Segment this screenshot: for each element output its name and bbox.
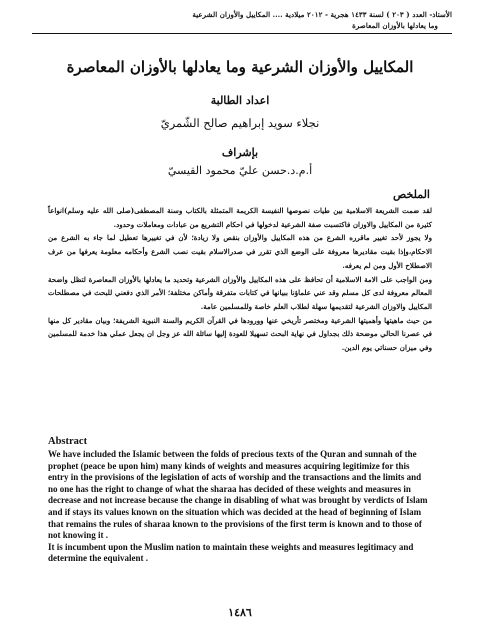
paper-title: المكاييل والأوزان الشرعية وما يعادلها بالأوزان المعاصرة (66, 58, 414, 76)
arabic-paragraph: ومن الواجب على الامة الاسلامية أن تحافظ على هذه المكاييل والأوزان الشرعية وتحديد ما يعادلها بالأوزان المعاصرة لتظل واضحة المعالم معروفة لدى كل مسلم وقد عني علماؤنا ببيانها في كتابات متفرقة وأماكن مختلفة؛ الأمر الذي دفعني للبحث في مصطلحات المكاييل والاوزان الشرعية لتقديمها سهلة لطلاب العلم خاصة وللمسلمين عامة. (48, 274, 432, 311)
arabic-paragraph: من حيث ماهيتها وأهميتها الشرعية ومختصر تأريخي عنها وورودها في القرآن الكريم والسنة النبوية الشريفة؛ وبيان مقادير كل منها في عصرنا الحالي موضحة ذلك بجداول في نهاية البحث تسهيلا للعودة إليها سائلة الله عز وجل ان يجعل عملي هذا خدمة للمسلمين وفي ميزان حسناتي يوم الدين. (48, 315, 432, 353)
arabic-paragraph: لقد ضمت الشريعة الاسلامية بين طيات نصوصها النفيسة الكريمة المتمثلة بالكتاب وسنة المصطفى(صلى الله عليه وسلم)انواعاً كثيرة من المكاييل والاوزان فاكتسبت صفة الشرعية لدخولها في احكام التشريع من عبادات ومعاملات وحدود. (48, 206, 432, 229)
header-title-continuation: وما يعادلها بالأوزان المعاصرة (352, 21, 438, 30)
arabic-paragraph: ولا يجوز لأحد تغيير ماقرره الشرع من هذه المكاييل والأوزان بنقص ولا زيادة؛ لأن في تغييرها تعطيل لما جاء به الشرع من الاحكام،وإذا بقيت مقاديرها معروفة على الوضع الذي تقرر في صدرالاسلام بقيت نصب الشرع وأحكامه معلومة يعرفها من عرف الاصطلاح الأول ومن لم يعرفه. (48, 233, 432, 270)
supervision-label: بإشراف (221, 146, 259, 159)
page-number: ١٤٨٦ (228, 606, 252, 619)
arabic-abstract-heading: الملخص (393, 188, 430, 201)
supervisor-name: أ.م.د.حسن عليّ محمود القيسيّ (167, 164, 313, 177)
header-journal-line: الأستاذ- العدد ( ٢٠٣ ) لسنة ١٤٣٣ هجرية - ٢٠١٢ ميلادية .... المكاييل والأوزان الشرعية (192, 10, 452, 19)
author-name: نجلاء سويد إبراهيم صالح الشّمريّ (160, 116, 320, 130)
arabic-abstract-body (48, 204, 432, 355)
english-abstract-body (48, 449, 432, 565)
english-abstract-heading: Abstract (48, 436, 88, 447)
author-label: اعداد الطالبة (210, 94, 270, 107)
english-paragraph: It is incumbent upon the Muslim nation to maintain these weights and measures legitimacy and determine the equivalent . (48, 541, 414, 564)
english-paragraph: We have included the Islamic between the folds of precious texts of the Quran and sunnah of the prophet (peace be upon him) many kinds of weights and measures acquiring legitimize for this entry in the provisions of the legislation of acts of worship and the transactions and the limits and no one has the right to change of what the sharaa has decided of these weights and measures in decrease and not increase because the change in disabling of what was brought by verdicts of Islam and if stays its values known on the situation which was decided at the head of beginning of Islam that remains the rules of sharaa known to the provisions of the first term is known and to those of not knowing it . (48, 449, 428, 541)
running-header (32, 10, 452, 34)
header-rule (32, 33, 452, 34)
